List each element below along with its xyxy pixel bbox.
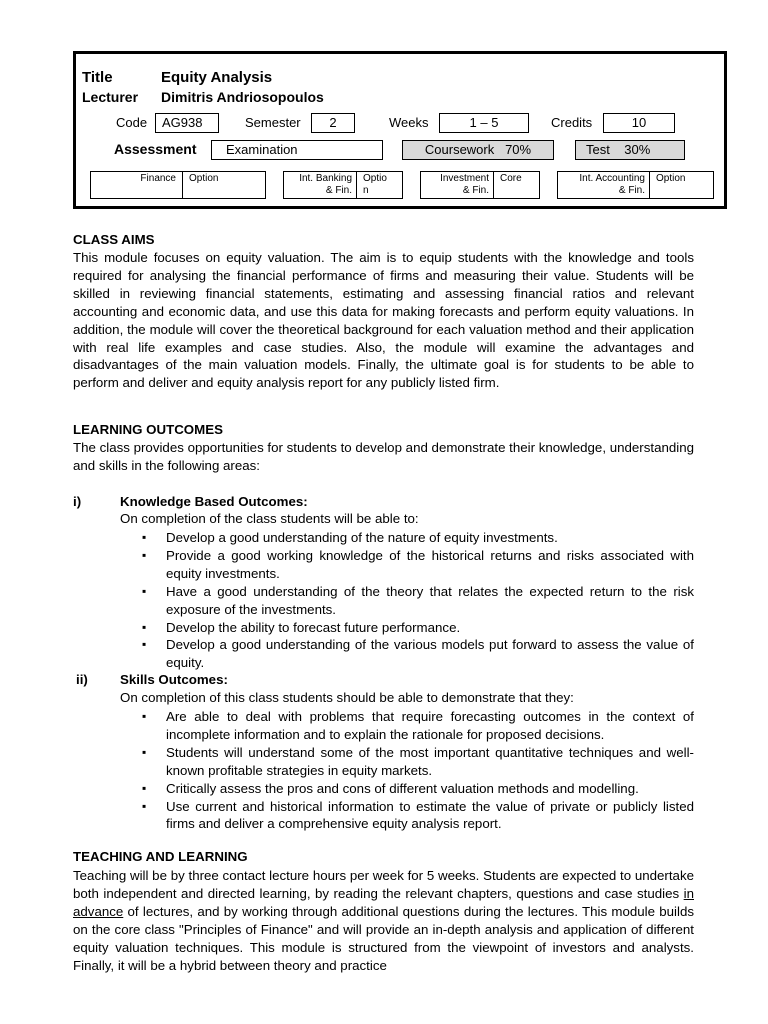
list-item: ▪ Critically assess the pros and cons of different valuation methods and modelling. <box>120 780 694 798</box>
class-aims-text: This module focuses on equity valuation. The aim is to equip students with the knowledge and tools required for analysing the financial performance of firms and measuring their value. Students will be skilled in reviewing financial statements, estimating and assessing financial ratios and relevant accounting and economic data, and use this data for making forecasts and perform equity valuations. In addition, the module will cover the theoretical background for each valuation method and their application with real life examples and case studies. Also, the module will examine the advantages and disadvantages of the main valuation models. Finally, the ultimate goal is for students to be able to perform and deliver and equity analysis report for any publicly listed firm. <box>73 250 694 391</box>
skills-outcomes-list <box>120 708 694 833</box>
lecturer-value: Dimitris Andriosopoulos <box>161 89 324 105</box>
knowledge-numeral: i) <box>73 494 82 509</box>
code-label: Code <box>116 115 148 130</box>
programme-investment <box>420 171 540 199</box>
class-aims-heading: CLASS AIMS <box>73 232 155 247</box>
list-item: ▪ Develop the ability to forecast future performance. <box>120 619 694 637</box>
programme-name: Finance <box>91 172 183 198</box>
skills-numeral: ii) <box>76 672 88 687</box>
assessment-label: Assessment <box>114 141 197 157</box>
title-label: Title <box>82 69 113 86</box>
code-field: AG938 <box>155 113 219 133</box>
knowledge-outcomes-list <box>120 529 694 672</box>
programme-name: Investment & Fin. <box>421 172 494 198</box>
knowledge-title: Knowledge Based Outcomes: <box>120 494 308 509</box>
list-item: ▪ Develop a good understanding of the nature of equity investments. <box>120 529 694 547</box>
teaching-heading: TEACHING AND LEARNING <box>73 849 248 864</box>
list-item: ▪ Provide a good working knowledge of the historical returns and risks associated with equity investments. <box>120 547 694 583</box>
skills-lead: On completion of this class students should be able to demonstrate that they: <box>120 690 574 705</box>
programme-name: Int. Accounting & Fin. <box>558 172 650 198</box>
list-item: ▪ Develop a good understanding of the various models put forward to assess the value of equity. <box>120 636 694 672</box>
list-item: ▪ Students will understand some of the most important quantitative techniques and well-known profitable strategies in equity markets. <box>120 744 694 780</box>
underlined-phrase: in advance <box>73 885 694 919</box>
list-item: ▪ Have a good understanding of the theory that relates the expected return to the risk exposure of the investments. <box>120 583 694 619</box>
list-item: ▪ Are able to deal with problems that require forecasting outcomes in the context of incomplete information and to explain the rationale for proposed decisions. <box>120 708 694 744</box>
programme-int-banking <box>283 171 403 199</box>
skills-title: Skills Outcomes: <box>120 672 228 687</box>
assessment-coursework: Coursework 70% <box>402 140 554 160</box>
semester-label: Semester <box>245 115 301 130</box>
programme-type: Option <box>656 173 686 184</box>
programme-int-accounting <box>557 171 714 199</box>
weeks-label: Weeks <box>389 115 429 130</box>
programme-type: Core <box>500 173 522 184</box>
programme-name: Int. Banking & Fin. <box>284 172 357 198</box>
lecturer-label: Lecturer <box>82 89 139 105</box>
credits-field: 10 <box>603 113 675 133</box>
programme-finance <box>90 171 266 199</box>
semester-field: 2 <box>311 113 355 133</box>
learning-outcomes-heading: LEARNING OUTCOMES <box>73 422 223 437</box>
assessment-test: Test 30% <box>575 140 685 160</box>
teaching-text: Teaching will be by three contact lecture hours per week for 5 weeks. Students are expected to undertake both independent and directed learning, by reading the relevant chapters, questions and case studies in advance of lectures, and by working through additional questions during the lectures. This module builds on the core class "Principles of Finance" and will provide an in-depth analysis and application of different equity valuation techniques. This module is structured from the viewpoint of investors and analysts. Finally, it will be a hybrid between theory and practice <box>73 868 694 973</box>
weeks-field: 1 – 5 <box>439 113 529 133</box>
programme-type: Option <box>189 173 219 184</box>
title-value: Equity Analysis <box>161 69 273 86</box>
assessment-examination: Examination <box>211 140 383 160</box>
programme-type: Optio n <box>363 173 387 196</box>
credits-label: Credits <box>551 115 593 130</box>
knowledge-lead: On completion of the class students will be able to: <box>120 511 419 526</box>
list-item: ▪ Use current and historical information to estimate the value of private or publicly listed firms and deliver a comprehensive equity analysis report. <box>120 798 694 834</box>
learning-outcomes-intro: The class provides opportunities for students to develop and demonstrate their knowledge, understanding and skills in the following areas: <box>73 440 694 473</box>
